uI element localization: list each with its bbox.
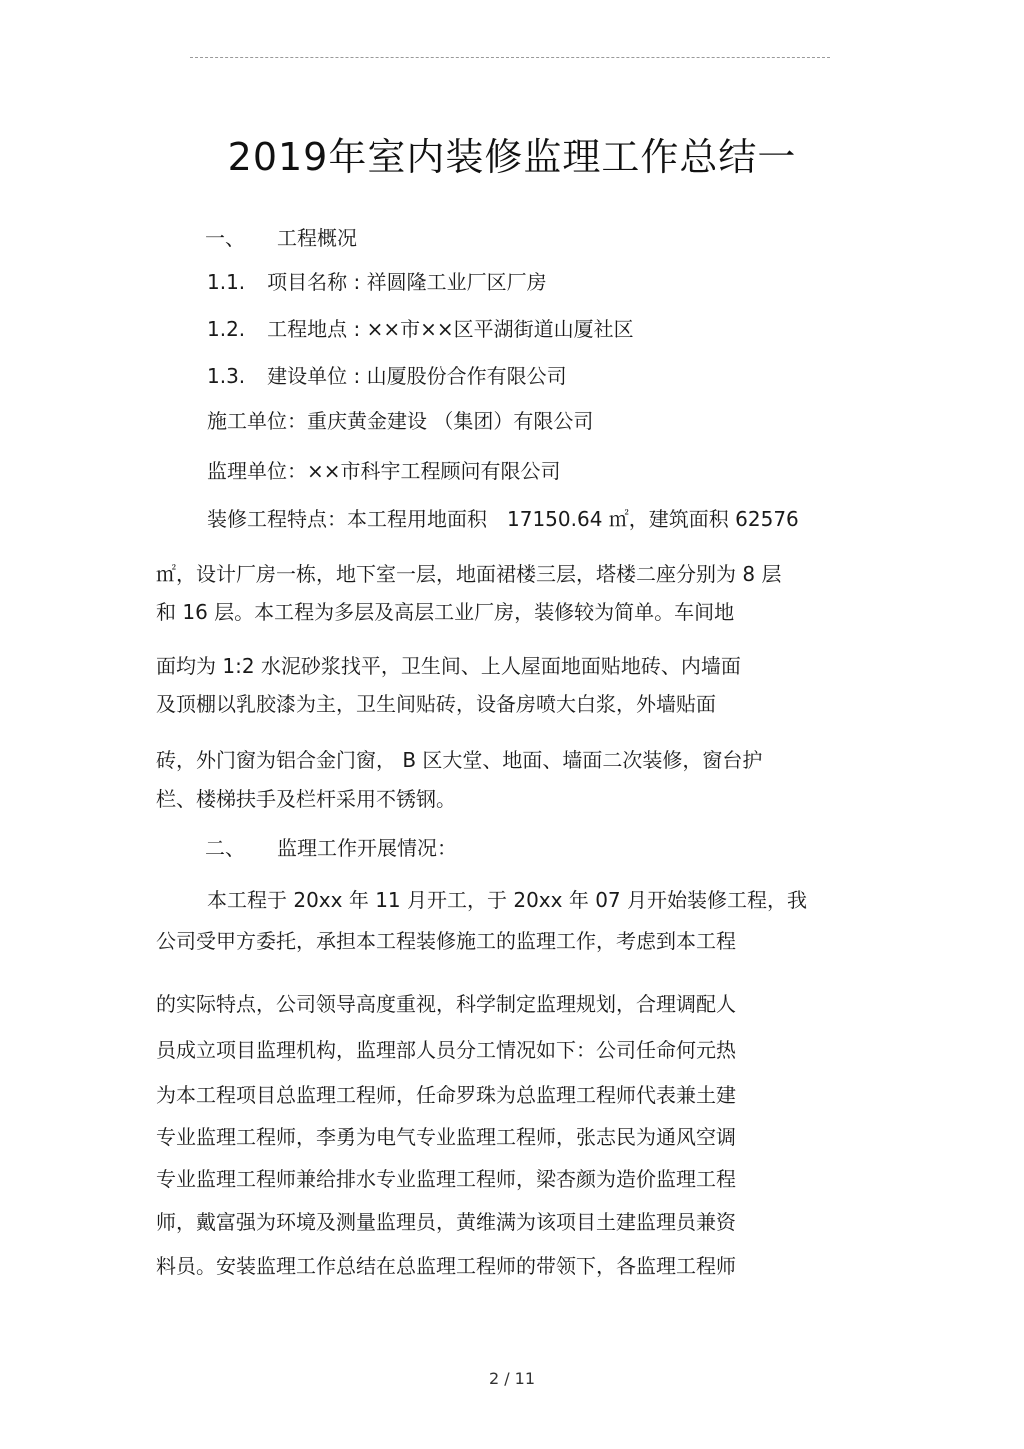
paragraph-line: 砖，外门窗为铝合金门窗， B 区大堂、地面、墙面二次装修，窗台护: [156, 748, 763, 772]
paragraph-line: 为本工程项目总监理工程师，任命罗珠为总监理工程师代表兼土建: [156, 1083, 736, 1107]
paragraph-line: 及顶棚以乳胶漆为主，卫生间贴砖，设备房喷大白浆，外墙贴面: [156, 692, 716, 716]
item-number: 1.3.: [207, 364, 246, 388]
paragraph-line: 公司受甲方委托，承担本工程装修施工的监理工作，考虑到本工程: [156, 929, 736, 953]
paragraph-line: 专业监理工程师，李勇为电气专业监理工程师，张志民为通风空调: [156, 1125, 736, 1149]
section-title: 工程概况: [277, 226, 357, 250]
paragraph-line: 员成立项目监理机构，监理部人员分工情况如下：公司任命何元热: [156, 1038, 736, 1062]
supervision-unit: 监理单位：××市科宇工程顾问有限公司: [207, 459, 561, 483]
paragraph-line: 的实际特点，公司领导高度重视，科学制定监理规划，合理调配人: [156, 992, 736, 1016]
item-number: 1.1.: [207, 270, 246, 294]
item-number: 1.2.: [207, 317, 246, 341]
paragraph-line: 师，戴富强为环境及测量监理员，黄维满为该项目土建监理员兼资: [156, 1210, 736, 1234]
section-number: 二、: [205, 836, 245, 860]
paragraph-line: 专业监理工程师兼给排水专业监理工程师，梁杏颜为造价监理工程: [156, 1167, 736, 1191]
section-title: 监理工作开展情况：: [277, 836, 457, 860]
list-item: [207, 362, 567, 390]
item-text: 建设单位 : 山厦股份合作有限公司: [267, 364, 567, 388]
list-item: [207, 268, 547, 296]
paragraph-line: 和 16 层。本工程为多层及高层工业厂房，装修较为简单。车间地: [156, 600, 735, 624]
section-heading-2: [205, 834, 457, 862]
section-number: 一、: [205, 226, 245, 250]
paragraph-line: 料员。安装监理工作总结在总监理工程师的带领下，各监理工程师: [156, 1254, 736, 1278]
section-heading-1: [205, 224, 357, 252]
paragraph-line: 本工程于 20xx 年 11 月开工，于 20xx 年 07 月开始装修工程，我: [207, 888, 807, 912]
paragraph-line: 栏、楼梯扶手及栏杆采用不锈钢。: [156, 787, 456, 811]
item-text: 项目名称 : 祥圆隆工业厂区厂房: [267, 270, 547, 294]
item-text: 工程地点 : ××市××区平湖街道山厦社区: [267, 317, 634, 341]
header-rule: [190, 57, 830, 58]
paragraph-line: ㎡，设计厂房一栋，地下室一层，地面裙楼三层，塔楼二座分别为 8 层: [156, 562, 782, 586]
construction-unit: 施工单位：重庆黄金建设 （集团）有限公司: [207, 409, 594, 433]
page-number: 2 / 11: [488, 1369, 536, 1388]
document-title: 2019年室内装修监理工作总结一: [227, 135, 797, 179]
list-item: [207, 315, 634, 343]
paragraph-line: 装修工程特点：本工程用地面积 17150.64 ㎡，建筑面积 62576: [207, 507, 799, 531]
paragraph-line: 面均为 1:2 水泥砂浆找平，卫生间、上人屋面地面贴地砖、内墙面: [156, 654, 741, 678]
